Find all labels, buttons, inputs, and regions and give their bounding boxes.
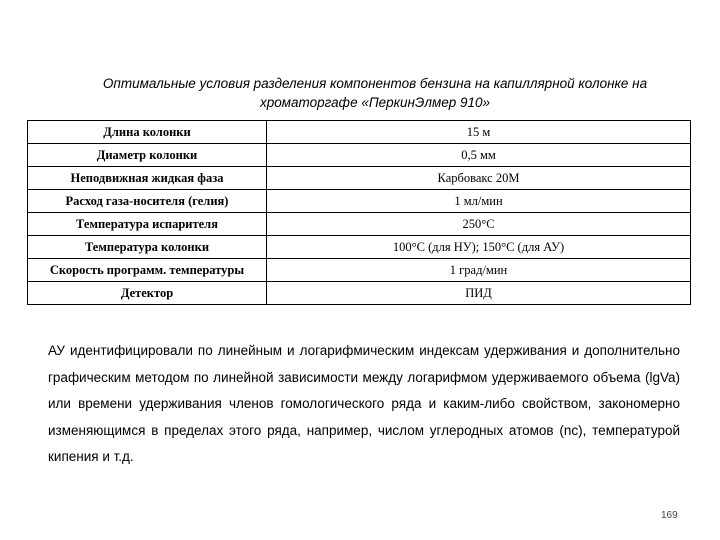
table-row <box>28 213 691 236</box>
row-label: Температура колонки <box>28 236 267 259</box>
row-label: Расход газа-носителя (гелия) <box>28 190 267 213</box>
row-label: Скорость программ. температуры <box>28 259 267 282</box>
row-label: Длина колонки <box>28 121 267 144</box>
table-row <box>28 259 691 282</box>
row-value: 100°С (для НУ); 150°С (для АУ) <box>267 236 691 259</box>
caption-line-2: хроматоргафе «ПеркинЭлмер 910» <box>260 94 490 110</box>
table-row <box>28 282 691 305</box>
row-value: 250°С <box>267 213 691 236</box>
row-label: Детектор <box>28 282 267 305</box>
row-label: Температура испарителя <box>28 213 267 236</box>
table-row <box>28 144 691 167</box>
row-value: 0,5 мм <box>267 144 691 167</box>
row-value: Карбовакс 20М <box>267 167 691 190</box>
row-value: 1 мл/мин <box>267 190 691 213</box>
table-row <box>28 236 691 259</box>
body-paragraph: АУ идентифицировали по линейным и логарифмическим индексам удерживания и дополнительно графическим методом по линейной зависимости между логарифмом удерживаемого объема (lgVa) или времени удерживания членов гомологического ряда и каким-либо свойством, закономерно изменяющимся в пределах этого ряда, например, числом углеродных атомов (nc), температурой кипения и т.д. <box>48 343 680 464</box>
row-value: 1 град/мин <box>267 259 691 282</box>
row-label: Неподвижная жидкая фаза <box>28 167 267 190</box>
row-value: ПИД <box>267 282 691 305</box>
table-row <box>28 190 691 213</box>
caption-line-1: Оптимальные условия разделения компонентов бензина на капиллярной колонке на <box>102 76 648 91</box>
table-row <box>28 121 691 144</box>
conditions-table <box>27 120 691 305</box>
row-value: 15 м <box>267 121 691 144</box>
row-label: Диаметр колонки <box>28 144 267 167</box>
table-row <box>28 167 691 190</box>
table-caption <box>60 75 690 112</box>
page-number: 169 <box>661 510 678 521</box>
